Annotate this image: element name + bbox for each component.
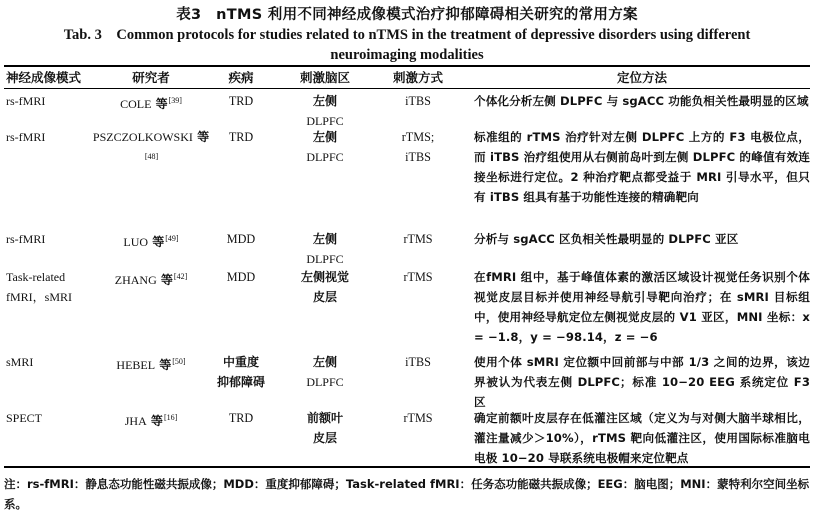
- cell-region: [279, 229, 371, 269]
- region-en: DLPFC: [306, 252, 344, 266]
- top-rule: [4, 65, 810, 67]
- study-suffix: 等: [155, 358, 172, 372]
- study-author: LUO: [123, 235, 149, 249]
- cell-mode: rTMS: [403, 270, 433, 284]
- cell-localization: 确定前额叶皮层存在低灌注区域（定义为与对侧大脑半球相比，灌注量减少＞10%），rTMS 靶向低灌注区，使用国际标准脑电电极 10−20 导联系统电极帽来定位靶点: [474, 411, 810, 465]
- cell-localization: 个体化分析左侧 DLPFC 与 sgACC 功能负相关性最明显的区域: [474, 94, 809, 108]
- cell-disease: TRD: [228, 130, 254, 144]
- region-cn: 左侧视觉 皮层: [300, 270, 349, 304]
- region-en: DLPFC: [306, 375, 344, 389]
- cell-study: [88, 127, 214, 170]
- cell-mode: rTMS: [403, 232, 433, 246]
- header-localization: 定位方法: [616, 70, 667, 85]
- study-suffix: 等: [156, 273, 173, 287]
- header-rule: [4, 88, 810, 89]
- region-cn: 左侧: [312, 94, 337, 108]
- table-note: 注：rs-fMRI：静息态功能性磁共振成像；MDD：重度抑郁障碍；Task-related fMRI：任务态功能磁共振成像；EEG：脑电图；MNI：蒙特利尔空间坐标系。: [4, 477, 810, 511]
- study-reference: [16]: [163, 413, 178, 422]
- header-region: 刺激脑区: [299, 70, 350, 85]
- cell-disease: TRD: [228, 411, 254, 425]
- cell-mode: iTBS: [405, 355, 431, 369]
- header-disease: 疾病: [228, 70, 254, 85]
- cell-disease: 中重度 抑郁障碍: [216, 355, 265, 389]
- cell-region: [279, 408, 371, 448]
- study-reference: [49]: [165, 234, 179, 243]
- study-reference: [50]: [172, 357, 186, 366]
- study-author: COLE: [120, 97, 152, 111]
- header-study: 研究者: [132, 70, 170, 85]
- cell-localization: 在fMRI 组中，基于峰值体素的激活区域设计视觉任务识别个体视觉皮层目标并使用神经导航引导靶向治疗；在 sMRI 目标组中，使用神经导航定位左侧视觉皮层的 V1 亚区，MNI 坐标：x = −1.8，y = −98.14，z = −6: [474, 270, 810, 344]
- table-title-cn: 表3 nTMS 利用不同神经成像模式治疗抑郁障碍相关研究的常用方案: [176, 7, 638, 23]
- cell-modality: rs-fMRI: [6, 94, 46, 108]
- study-reference: [39]: [168, 96, 182, 105]
- cell-mode: rTMS; iTBS: [401, 130, 435, 164]
- study-author: ZHANG: [114, 273, 157, 287]
- region-en: DLPFC: [306, 114, 344, 128]
- cell-study: [88, 267, 214, 290]
- study-reference: [42]: [173, 272, 188, 281]
- header-modality: 神经成像模式: [6, 70, 82, 85]
- cell-study: [88, 229, 214, 252]
- cell-modality: rs-fMRI: [6, 232, 46, 246]
- cell-study: [88, 408, 214, 431]
- cell-disease: MDD: [226, 232, 256, 246]
- cell-region: [279, 352, 371, 392]
- cell-study: [88, 352, 214, 375]
- study-author: PSZCZOLKOWSKI: [92, 130, 193, 144]
- cell-localization: 使用个体 sMRI 定位额中回前部与中部 1/3 之间的边界，该边界被认为代表左侧 DLPFC；标准 10−20 EEG 系统定位 F3 区: [474, 355, 810, 409]
- study-reference: [48]: [144, 152, 159, 161]
- header-mode: 刺激方式: [392, 70, 443, 85]
- region-cn: 左侧: [312, 232, 337, 246]
- cell-modality: Task-related fMRI，sMRI: [6, 270, 73, 304]
- cell-disease: MDD: [226, 270, 256, 284]
- cell-region: [279, 267, 371, 307]
- cell-modality: sMRI: [6, 355, 34, 369]
- region-cn: 前额叶 皮层: [306, 411, 343, 445]
- cell-mode: iTBS: [405, 94, 431, 108]
- study-suffix: 等: [151, 97, 168, 111]
- region-cn: 左侧: [312, 130, 337, 144]
- region-cn: 左侧: [312, 355, 337, 369]
- cell-localization: 标准组的 rTMS 治疗针对左侧 DLPFC 上方的 F3 电极位点，而 iTBS 治疗组使用从右侧前岛叶到左侧 DLPFC 的峰值有效连接坐标进行定位。2 种治疗靶点都受益于 MRI 引导水平，但只有 iTBS 组具有基于功能性连接的精确靶向: [474, 130, 810, 204]
- cell-disease: TRD: [228, 94, 254, 108]
- cell-modality: rs-fMRI: [6, 130, 46, 144]
- cell-mode: rTMS: [403, 411, 433, 425]
- region-en: DLPFC: [306, 150, 344, 164]
- study-author: HEBEL: [116, 358, 156, 372]
- study-suffix: 等: [146, 414, 163, 428]
- study-author: JHA: [124, 414, 147, 428]
- cell-localization: 分析与 sgACC 区负相关性最明显的 DLPFC 亚区: [474, 232, 739, 246]
- cell-region: [279, 127, 371, 167]
- study-suffix: 等: [148, 235, 165, 249]
- cell-region: [279, 91, 371, 131]
- study-suffix: 等: [192, 130, 210, 144]
- cell-study: [88, 91, 214, 114]
- cell-modality: SPECT: [6, 411, 43, 425]
- table-title-en: Tab. 3 Common protocols for studies related to nTMS in the treatment of depressive disorders using different neuroimaging modalities: [63, 27, 751, 63]
